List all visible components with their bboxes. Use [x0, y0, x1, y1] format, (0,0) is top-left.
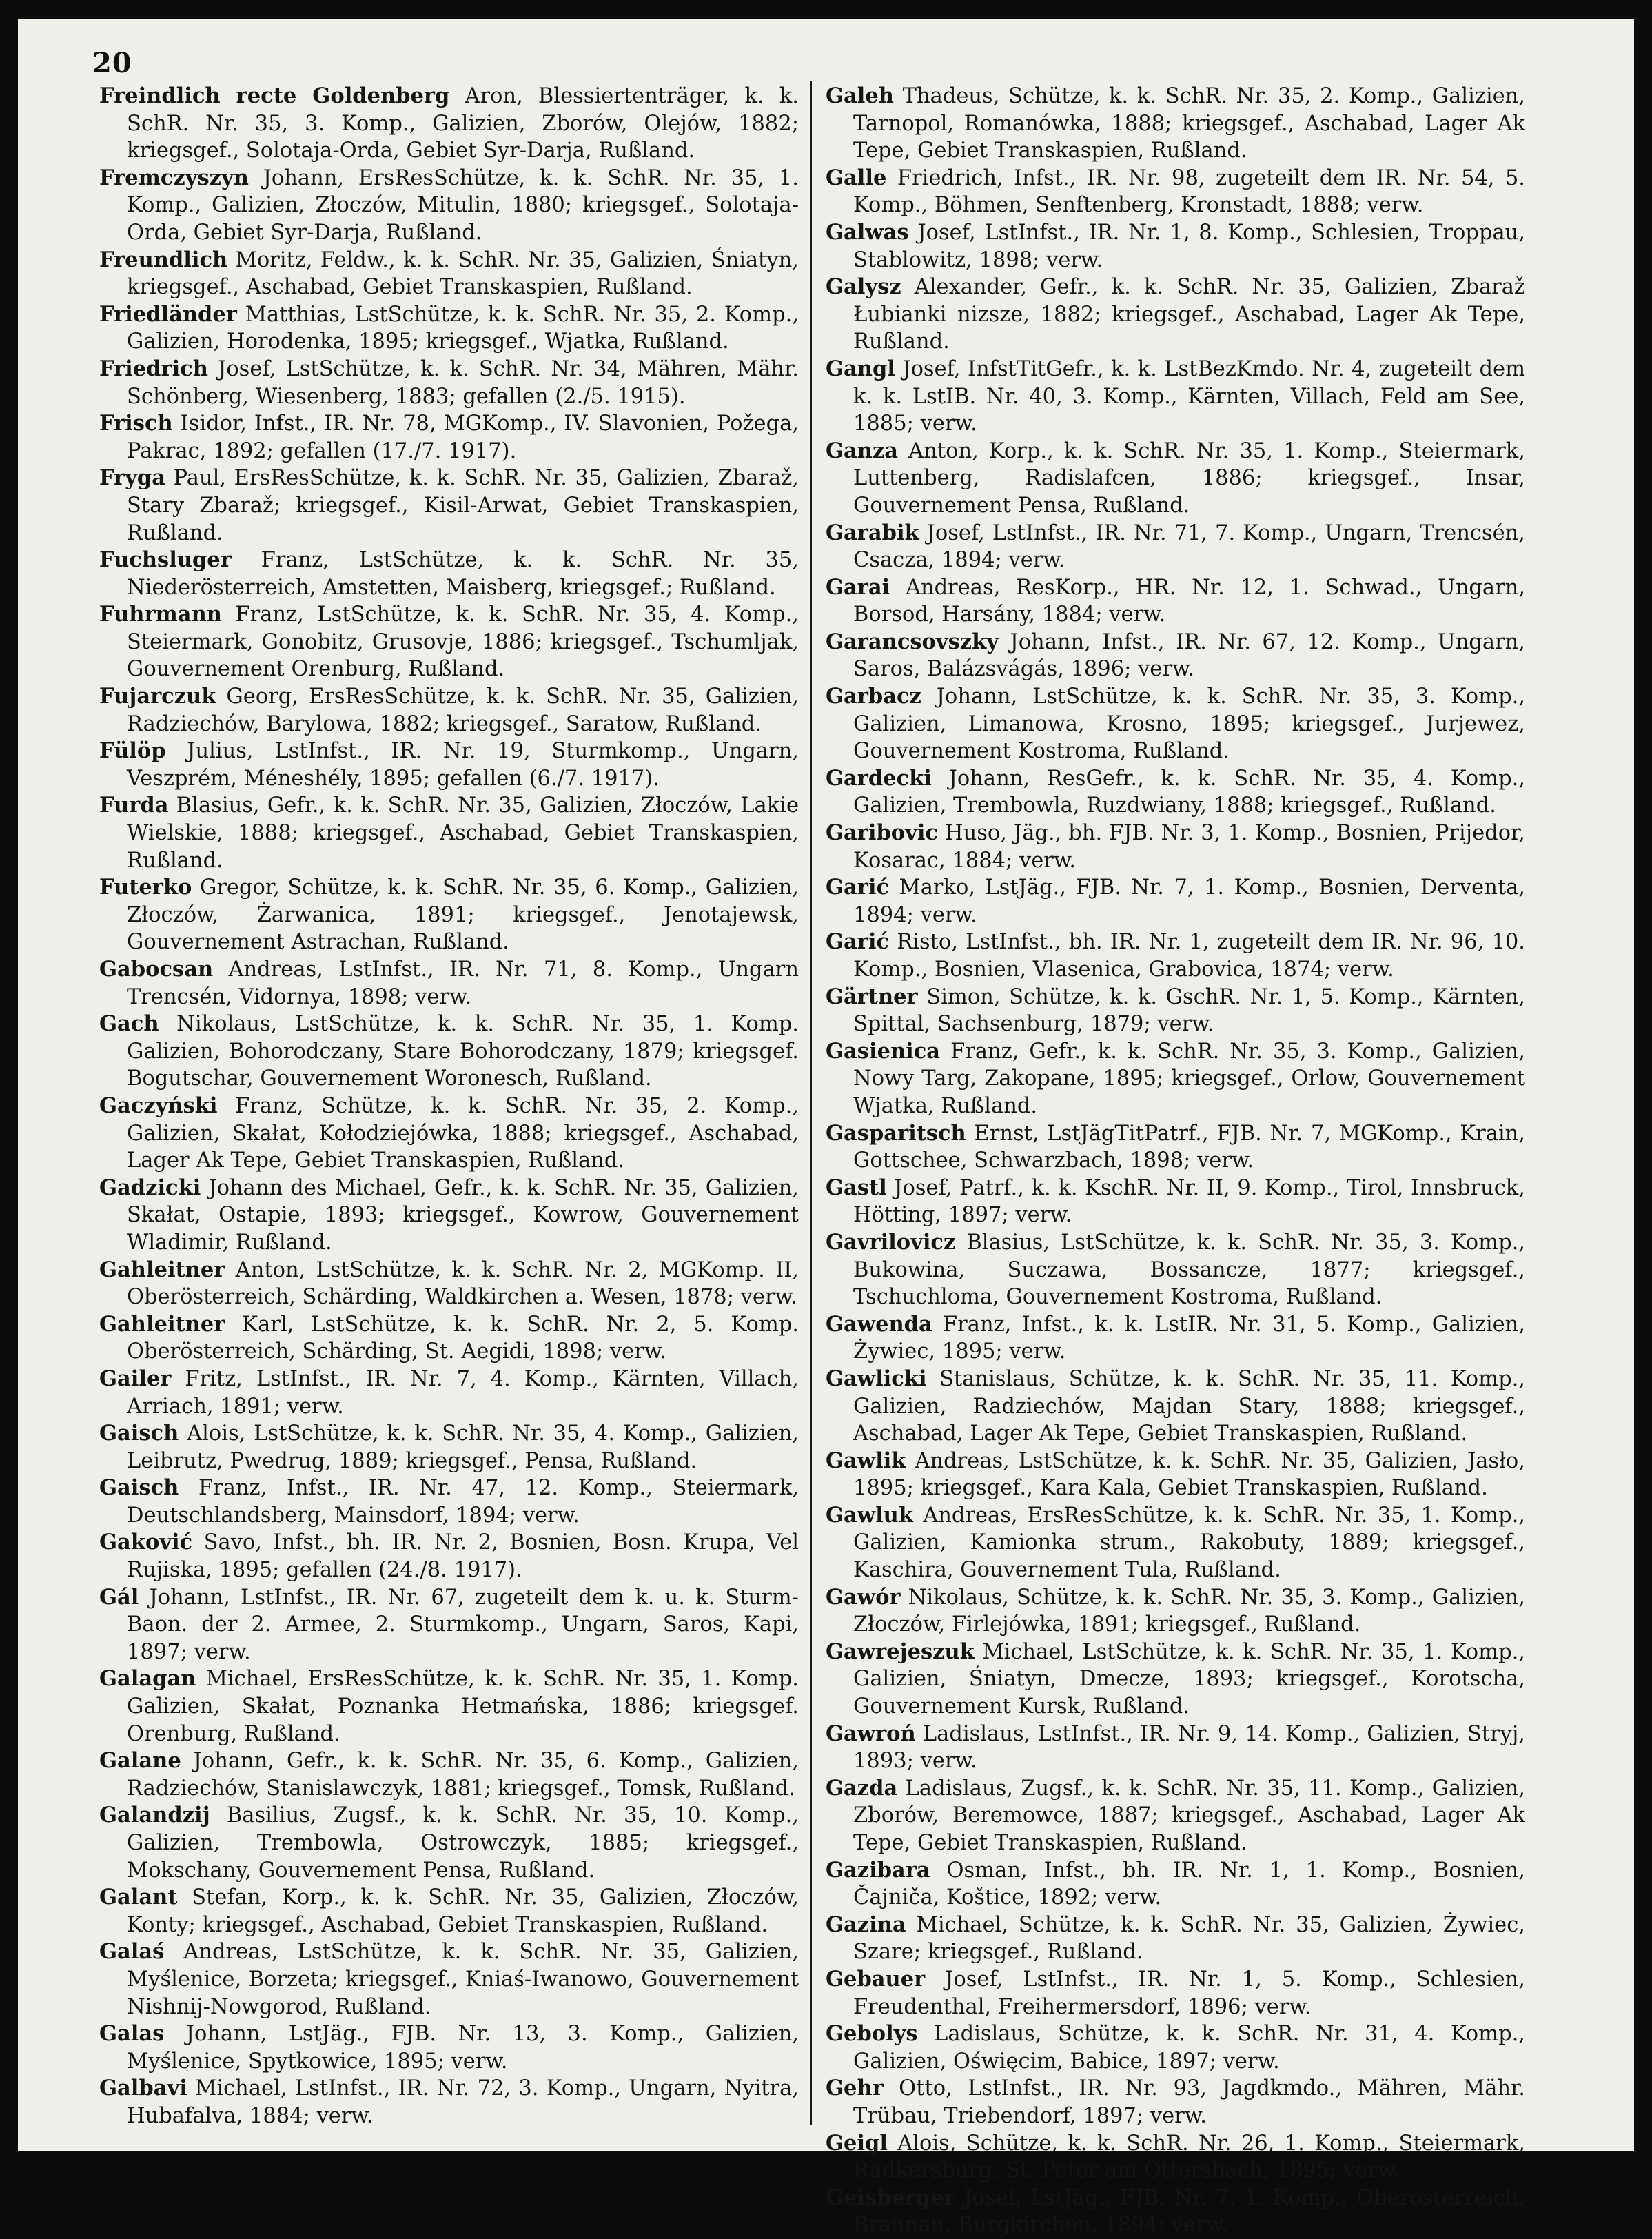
register-entry [826, 165, 1525, 219]
register-entry [826, 1120, 1525, 1175]
entry-surname: Gahleitner [99, 1257, 225, 1282]
register-entry [99, 165, 799, 247]
entry-surname: Galwas [826, 219, 909, 245]
entry-surname: Garić [826, 875, 890, 900]
register-entry [99, 1584, 799, 1666]
register-entry [99, 1475, 799, 1529]
entry-surname: Gál [99, 1584, 139, 1610]
register-entry [826, 929, 1525, 983]
register-entry [99, 1420, 799, 1475]
register-entry [99, 547, 799, 601]
entry-details: Basilius, Zugsf., k. k. SchR. Nr. 35, 10. Komp., Galizien, Trembowla, Ostrowczyk, 1885; kriegsgef., Mokschany, Gouvernement Pensa, Rußland. [127, 1803, 799, 1883]
entry-surname: Gaczyński [99, 1093, 218, 1118]
entry-surname: Garabik [826, 520, 919, 545]
entry-surname: Gangl [826, 356, 895, 381]
register-entry [99, 1665, 799, 1747]
entry-surname: Gazibara [826, 1857, 930, 1883]
register-entry [99, 2020, 799, 2075]
register-entry [826, 2130, 1525, 2185]
entry-details: Johann, Infst., IR. Nr. 67, 12. Komp., Ungarn, Saros, Balázsvágás, 1896; verw. [853, 629, 1525, 682]
entry-surname: Gardecki [826, 765, 932, 791]
entry-details: Stanislaus, Schütze, k. k. SchR. Nr. 35, 11. Komp., Galizien, Radziechów, Majdan Stary, 1888; kriegsgef., Aschabad, Lager Ak Tepe, Gebiet Transkaspien, Rußland. [853, 1366, 1525, 1446]
entry-surname: Fujarczuk [99, 684, 216, 709]
entry-surname: Galle [826, 165, 887, 190]
entry-details: Andreas, LstSchütze, k. k. SchR. Nr. 35, Galizien, Myślenice, Borzeta; kriegsgef., Kniaś-Iwanowo, Gouvernement Nishnij-Nowgorod, Rußland. [127, 1940, 799, 2019]
entry-surname: Galagan [99, 1666, 196, 1692]
entry-details: Friedrich, Infst., IR. Nr. 98, zugeteilt dem IR. Nr. 54, 5. Komp., Böhmen, Senftenberg, Kronstadt, 1888; verw. [853, 165, 1525, 218]
register-entry [826, 629, 1525, 683]
entry-details: Johann, LstJäg., FJB. Nr. 13, 3. Komp., Galizien, Myślenice, Spytkowice, 1895; verw. [127, 2022, 799, 2074]
entry-details: Matthias, LstSchütze, k. k. SchR. Nr. 35, 2. Komp., Galizien, Horodenka, 1895; kriegsgef., Wjatka, Rußland. [127, 302, 799, 354]
register-entry [826, 1502, 1525, 1584]
register-entry [99, 874, 799, 956]
entry-surname: Galeh [826, 83, 894, 108]
register-entry [826, 1229, 1525, 1311]
register-entry [826, 1038, 1525, 1120]
entry-details: Savo, Infst., bh. IR. Nr. 2, Bosnien, Bosn. Krupa, Vel Rujiska, 1895; gefallen (24./8. 1917). [127, 1530, 799, 1583]
register-entry [826, 219, 1525, 274]
register-entry [826, 356, 1525, 438]
register-entry [826, 765, 1525, 820]
entry-surname: Gawenda [826, 1311, 932, 1337]
entry-surname: Gazda [826, 1775, 898, 1801]
register-entry [826, 1857, 1525, 1912]
register-entry [99, 1011, 799, 1093]
entry-surname: Gawluk [826, 1502, 913, 1528]
entry-surname: Gazina [826, 1912, 906, 1937]
entry-surname: Gawroń [826, 1721, 916, 1746]
entry-details: Johann, Gefr., k. k. SchR. Nr. 35, 6. Komp., Galizien, Radziechów, Stanislawczyk, 1881; kriegsgef., Tomsk, Rußland. [127, 1749, 799, 1801]
entry-surname: Fryga [99, 465, 165, 491]
entry-details: Andreas, ErsResSchütze, k. k. SchR. Nr. 35, 1. Komp., Galizien, Kamionka strum., Rakobuty, 1889; kriegsgef., Kaschira, Gouvernement Tula, Rußland. [853, 1503, 1525, 1583]
entry-surname: Galas [99, 2021, 165, 2047]
register-entry [826, 1175, 1525, 1229]
entry-details: Osman, Infst., bh. IR. Nr. 1, 1. Komp., Bosnien, Čajniča, Koštice, 1892; verw. [853, 1858, 1525, 1910]
entry-details: Alois, LstSchütze, k. k. SchR. Nr. 35, 4. Komp., Galizien, Leibrutz, Pwedrug, 1889; kriegsgef., Pensa, Rußland. [127, 1421, 799, 1473]
register-entry [826, 1639, 1525, 1721]
register-entry [826, 984, 1525, 1038]
entry-surname: Friedländer [99, 301, 237, 327]
entry-details: Julius, LstInfst., IR. Nr. 19, Sturmkomp., Ungarn, Veszprém, Méneshély, 1895; gefallen (6./7. 1917). [127, 739, 799, 791]
entry-details: Risto, LstInfst., bh. IR. Nr. 1, zugeteilt dem IR. Nr. 96, 10. Komp., Bosnien, Vlasenica, Grabovica, 1874; verw. [853, 930, 1525, 982]
register-entry [99, 301, 799, 356]
entry-details: Franz, LstSchütze, k. k. SchR. Nr. 35, 4. Komp., Steiermark, Gonobitz, Grusovje, 1886; kriegsgef., Tschumljak, Gouvernement Orenburg, Rußland. [127, 602, 799, 682]
entry-surname: Galaś [99, 1939, 165, 1965]
entry-surname: Garbacz [826, 684, 921, 709]
entry-surname: Geigl [826, 2130, 888, 2156]
register-entry [99, 465, 799, 547]
left-column [99, 83, 799, 2128]
register-entry [826, 683, 1525, 765]
entry-surname: Fremczyszyn [99, 165, 249, 190]
entry-surname: Fuhrmann [99, 602, 222, 627]
entry-surname: Galane [99, 1748, 181, 1774]
right-column [826, 83, 1525, 2238]
entry-details: Blasius, LstSchütze, k. k. SchR. Nr. 35, 3. Komp., Bukowina, Suczawa, Bossancze, 1877; kriegsgef., Tschuchloma, Gouvernement Kostroma, Rußland. [853, 1230, 1525, 1310]
entry-surname: Gasienica [826, 1038, 941, 1064]
entry-details: Johann, ResGefr., k. k. SchR. Nr. 35, 4. Komp., Galizien, Trembowla, Ruzdwiany, 1888; kriegsgef., Rußland. [853, 766, 1525, 818]
entry-details: Karl, LstSchütze, k. k. SchR. Nr. 2, 5. Komp. Oberösterreich, Schärding, St. Aegidi, 1898; verw. [127, 1312, 799, 1364]
register-entry [826, 574, 1525, 629]
entry-details: Andreas, ResKorp., HR. Nr. 12, 1. Schwad., Ungarn, Borsod, Harsány, 1884; verw. [853, 575, 1525, 627]
entry-details: Huso, Jäg., bh. FJB. Nr. 3, 1. Komp., Bosnien, Prijedor, Kosarac, 1884; verw. [853, 821, 1525, 873]
entry-surname: Gärtner [826, 984, 918, 1009]
register-entry [826, 1966, 1525, 2020]
register-entry [99, 956, 799, 1011]
register-entry [99, 2075, 799, 2129]
entry-surname: Gaković [99, 1530, 193, 1555]
entry-details: Josef, Patrf., k. k. KschR. Nr. II, 9. Komp., Tirol, Innsbruck, Hötting, 1897; verw. [853, 1175, 1525, 1228]
register-entry [99, 1884, 799, 1938]
register-entry [826, 438, 1525, 520]
entry-surname: Freundlich [99, 247, 228, 272]
entry-details: Marko, LstJäg., FJB. Nr. 7, 1. Komp., Bosnien, Derventa, 1894; verw. [853, 875, 1525, 927]
entry-surname: Geisberger [826, 2185, 955, 2210]
entry-surname: Gehr [826, 2076, 884, 2101]
entry-details: Michael, ErsResSchütze, k. k. SchR. Nr. 35, 1. Komp. Galizien, Skałat, Poznanka Hetmańska, 1886; kriegsgef. Orenburg, Rußland. [127, 1667, 799, 1746]
entry-surname: Gawór [826, 1584, 901, 1610]
entry-surname: Garibovic [826, 820, 939, 846]
register-entry [99, 683, 799, 738]
register-entry [826, 1775, 1525, 1857]
entry-details: Andreas, LstSchütze, k. k. SchR. Nr. 35, Galizien, Jasło, 1895; kriegsgef., Kara Kala, Gebiet Transkaspien, Rußland. [853, 1448, 1525, 1501]
column-divider [810, 81, 812, 2125]
entry-surname: Gadzicki [99, 1175, 201, 1200]
entry-details: Franz, Infst., k. k. LstIR. Nr. 31, 5. Komp., Galizien, Żywiec, 1895; verw. [853, 1312, 1525, 1364]
register-entry [99, 356, 799, 410]
entry-surname: Gawrejeszuk [826, 1639, 975, 1664]
entry-details: Anton, Korp., k. k. SchR. Nr. 35, 1. Komp., Steiermark, Luttenberg, Radislafcen, 1886; kriegsgef., Insar, Gouvernement Pensa, Rußland. [853, 438, 1525, 518]
entry-details: Johann, LstSchütze, k. k. SchR. Nr. 35, 3. Komp., Galizien, Limanowa, Krosno, 1895; kriegsgef., Jurjewez, Gouvernement Kostroma, Rußland. [853, 685, 1525, 764]
register-entry [99, 738, 799, 792]
register-entry [99, 247, 799, 301]
register-entry [99, 1257, 799, 1311]
entry-surname: Galbavi [99, 2076, 187, 2101]
register-page [18, 19, 1634, 2238]
entry-details: Johann, ErsResSchütze, k. k. SchR. Nr. 35, 1. Komp., Galizien, Złoczów, Mitulin, 1880; kriegsgef., Solotaja-Orda, Gebiet Syr-Darja, Rußland. [127, 165, 799, 245]
entry-surname: Friedrich [99, 356, 208, 381]
register-entry [826, 1721, 1525, 1775]
entry-details: Johann, LstInfst., IR. Nr. 67, zugeteilt dem k. u. k. Sturm-Baon. der 2. Armee, 2. Sturmkomp., Ungarn, Saros, Kapi, 1897; verw. [127, 1585, 799, 1664]
register-entry [826, 2020, 1525, 2075]
register-entry [99, 1366, 799, 1420]
entry-details: Gregor, Schütze, k. k. SchR. Nr. 35, 6. Komp., Galizien, Złoczów, Żarwanica, 1891; kriegsgef., Jenotajewsk, Gouvernement Astrachan, Rußland. [127, 875, 799, 955]
entry-surname: Gahleitner [99, 1311, 225, 1337]
register-entry [826, 83, 1525, 165]
entry-details: Josef, LstInfst., IR. Nr. 1, 8. Komp., Schlesien, Troppau, Stablowitz, 1898; verw. [853, 220, 1525, 272]
entry-details: Andreas, LstInfst., IR. Nr. 71, 8. Komp., Ungarn Trencsén, Vidornya, 1898; verw. [127, 958, 799, 1009]
entry-details: Ernst, LstJägTitPatrf., FJB. Nr. 7, MGKomp., Krain, Gottschee, Schwarzbach, 1898; verw. [853, 1121, 1525, 1173]
entry-details: Nikolaus, LstSchütze, k. k. SchR. Nr. 35, 1. Komp. Galizien, Bohorodczany, Stare Bohorodczany, 1879; kriegsgef. Bogutschar, Gouvernement Woronesch, Rußland. [127, 1012, 799, 1091]
register-entry [99, 1802, 799, 1884]
entry-surname: Furda [99, 793, 169, 818]
entry-details: Franz, Infst., IR. Nr. 47, 12. Komp., Steiermark, Deutschlandsberg, Mainsdorf, 1894; verw. [127, 1476, 799, 1528]
entry-surname: Gawlicki [826, 1366, 927, 1391]
entry-surname: Frisch [99, 411, 173, 436]
register-entry [99, 410, 799, 465]
entry-surname: Galant [99, 1885, 178, 1910]
entry-surname: Gavrilovicz [826, 1229, 956, 1255]
register-entry [826, 2185, 1525, 2239]
entry-details: Franz, Schütze, k. k. SchR. Nr. 35, 2. Komp., Galizien, Skałat, Kołodziejówka, 1888; kriegsgef., Aschabad, Lager Ak Tepe, Gebiet Transkaspien, Rußland. [127, 1093, 799, 1173]
register-entry [99, 1175, 799, 1257]
entry-surname: Gaisch [99, 1421, 179, 1446]
entry-surname: Garancsovszky [826, 629, 999, 654]
entry-details: Michael, LstSchütze, k. k. SchR. Nr. 35, 1. Komp., Galizien, Śniatyn, Dmecze, 1893; kriegsgef., Korotscha, Gouvernement Kursk, Rußland. [853, 1639, 1525, 1719]
entry-details: Ladislaus, Zugsf., k. k. SchR. Nr. 35, 11. Komp., Galizien, Zborów, Beremowce, 1887; kriegsgef., Aschabad, Lager Ak Tepe, Gebiet Transkaspien, Rußland. [853, 1776, 1525, 1855]
entry-surname: Gach [99, 1011, 159, 1037]
entry-details: Alexander, Gefr., k. k. SchR. Nr. 35, Galizien, Zbaraž Łubianki nizsze, 1882; kriegsgef., Aschabad, Lager Ak Tepe, Rußland. [853, 275, 1525, 354]
entry-details: Georg, ErsResSchütze, k. k. SchR. Nr. 35, Galizien, Radziechów, Barylowa, 1882; kriegsgef., Saratow, Rußland. [127, 685, 799, 736]
entry-surname: Gailer [99, 1366, 172, 1391]
entry-details: Josef, LstJäg., FJB. Nr. 7, 1. Komp., Oberösterreich, Braunau, Burgkirchen, 1894; verw. [853, 2185, 1525, 2238]
register-entry [99, 83, 799, 165]
entry-surname: Gebolys [826, 2021, 918, 2047]
register-entry [826, 820, 1525, 874]
entry-details: Thadeus, Schütze, k. k. SchR. Nr. 35, 2. Komp., Galizien, Tarnopol, Romanówka, 1888; kriegsgef., Aschabad, Lager Ak Tepe, Gebiet Transkaspien, Rußland. [853, 84, 1525, 163]
entry-details: Michael, LstInfst., IR. Nr. 72, 3. Komp., Ungarn, Nyitra, Hubafalva, 1884; verw. [127, 2076, 799, 2128]
entry-details: Franz, Gefr., k. k. SchR. Nr. 35, 3. Komp., Galizien, Nowy Targ, Zakopane, 1895; kriegsgef., Orlow, Gouvernement Wjatka, Rußland. [853, 1039, 1525, 1118]
entry-details: Alois, Schütze, k. k. SchR. Nr. 26, 1. Komp., Steiermark, Radkersburg, St. Peter am Ottersbach, 1895; verw. [853, 2131, 1525, 2183]
entry-surname: Fuchsluger [99, 547, 232, 573]
register-entry [99, 1747, 799, 1802]
register-entry [826, 1584, 1525, 1639]
entry-surname: Fülöp [99, 738, 166, 764]
entry-details: Franz, LstSchütze, k. k. SchR. Nr. 35, Niederösterreich, Amstetten, Maisberg, kriegsgef.; Rußland. [127, 548, 799, 600]
entry-details: Stefan, Korp., k. k. SchR. Nr. 35, Galizien, Złoczów, Konty; kriegsgef., Aschabad, Gebiet Transkaspien, Rußland. [127, 1885, 799, 1937]
register-entry [826, 1366, 1525, 1448]
entry-details: Blasius, Gefr., k. k. SchR. Nr. 35, Galizien, Złoczów, Lakie Wielskie, 1888; kriegsgef., Aschabad, Gebiet Transkaspien, Rußland. [127, 793, 799, 873]
entry-details: Otto, LstInfst., IR. Nr. 93, Jagdkmdo., Mähren, Mähr. Trübau, Triebendorf, 1897; verw. [853, 2076, 1525, 2128]
entry-details: Ladislaus, Schütze, k. k. SchR. Nr. 31, 4. Komp., Galizien, Oświęcim, Babice, 1897; verw. [853, 2022, 1525, 2074]
entry-surname: Galandzij [99, 1803, 210, 1828]
page-number: 20 [92, 47, 132, 79]
register-entry [826, 1311, 1525, 1366]
register-entry [826, 274, 1525, 356]
entry-surname: Garić [826, 929, 890, 955]
entry-details: Aron, Blessiertenträger, k. k. SchR. Nr. 35, 3. Komp., Galizien, Zborów, Olejów, 1882; kriegsgef., Solotaja-Orda, Gebiet Syr-Darja, Rußland. [127, 84, 799, 163]
entry-details: Paul, ErsResSchütze, k. k. SchR. Nr. 35, Galizien, Zbaraž, Stary Zbaraž; kriegsgef., Kisil-Arwat, Gebiet Transkaspien, Rußland. [127, 466, 799, 545]
entry-surname: Gastl [826, 1175, 887, 1200]
entry-surname: Gabocsan [99, 957, 214, 982]
register-entry [99, 1938, 799, 2020]
entry-surname: Gaisch [99, 1475, 179, 1501]
register-entry [826, 874, 1525, 929]
entry-surname: Freindlich recte Goldenberg [99, 83, 450, 108]
register-entry [99, 1093, 799, 1175]
entry-surname: Ganza [826, 438, 899, 463]
register-entry [826, 1448, 1525, 1502]
register-entry [99, 601, 799, 683]
entry-surname: Gasparitsch [826, 1120, 966, 1146]
entry-details: Fritz, LstInfst., IR. Nr. 7, 4. Komp., Kärnten, Villach, Arriach, 1891; verw. [127, 1366, 799, 1419]
entry-details: Simon, Schütze, k. k. GschR. Nr. 1, 5. Komp., Kärnten, Spittal, Sachsenburg, 1879; verw. [853, 984, 1525, 1037]
register-entry [826, 520, 1525, 574]
entry-surname: Gawlik [826, 1448, 906, 1473]
entry-surname: Garai [826, 574, 890, 600]
entry-details: Anton, LstSchütze, k. k. SchR. Nr. 2, MGKomp. II, Oberösterreich, Schärding, Waldkirchen a. Wesen, 1878; verw. [127, 1257, 799, 1310]
entry-details: Josef, LstInfst., IR. Nr. 71, 7. Komp., Ungarn, Trencsén, Csacza, 1894; verw. [853, 520, 1525, 573]
entry-surname: Galysz [826, 274, 901, 300]
register-entry [99, 1529, 799, 1583]
entry-surname: Futerko [99, 875, 192, 900]
entry-details: Michael, Schütze, k. k. SchR. Nr. 35, Galizien, Żywiec, Szare; kriegsgef., Rußland. [853, 1912, 1525, 1965]
entry-details: Josef, LstInfst., IR. Nr. 1, 5. Komp., Schlesien, Freudenthal, Freihermersdorf, 1896; verw. [853, 1967, 1525, 2019]
entry-details: Johann des Michael, Gefr., k. k. SchR. Nr. 35, Galizien, Skałat, Ostapie, 1893; kriegsgef., Kowrow, Gouvernement Wladimir, Rußland. [127, 1175, 799, 1255]
register-entry [99, 792, 799, 874]
entry-surname: Gebauer [826, 1966, 926, 1992]
entry-details: Nikolaus, Schütze, k. k. SchR. Nr. 35, 3. Komp., Galizien, Złoczów, Firlejówka, 1891; kriegsgef., Rußland. [853, 1585, 1525, 1637]
register-entry [826, 2075, 1525, 2129]
entry-details: Ladislaus, LstInfst., IR. Nr. 9, 14. Komp., Galizien, Stryj, 1893; verw. [853, 1721, 1525, 1774]
entry-details: Josef, InfstTitGefr., k. k. LstBezKmdo. Nr. 4, zugeteilt dem k. k. LstIB. Nr. 40, 3. Komp., Kärnten, Villach, Feld am See, 1885; verw. [853, 356, 1525, 436]
register-entry [826, 1912, 1525, 1966]
entry-details: Moritz, Feldw., k. k. SchR. Nr. 35, Galizien, Śniatyn, kriegsgef., Aschabad, Gebiet Transkaspien, Rußland. [127, 247, 799, 300]
entry-details: Isidor, Infst., IR. Nr. 78, MGKomp., IV. Slavonien, Požega, Pakrac, 1892; gefallen (17./7. 1917). [127, 412, 799, 463]
entry-details: Josef, LstSchütze, k. k. SchR. Nr. 34, Mähren, Mähr. Schönberg, Wiesenberg, 1883; gefallen (2./5. 1915). [127, 356, 799, 409]
register-entry [99, 1311, 799, 1366]
